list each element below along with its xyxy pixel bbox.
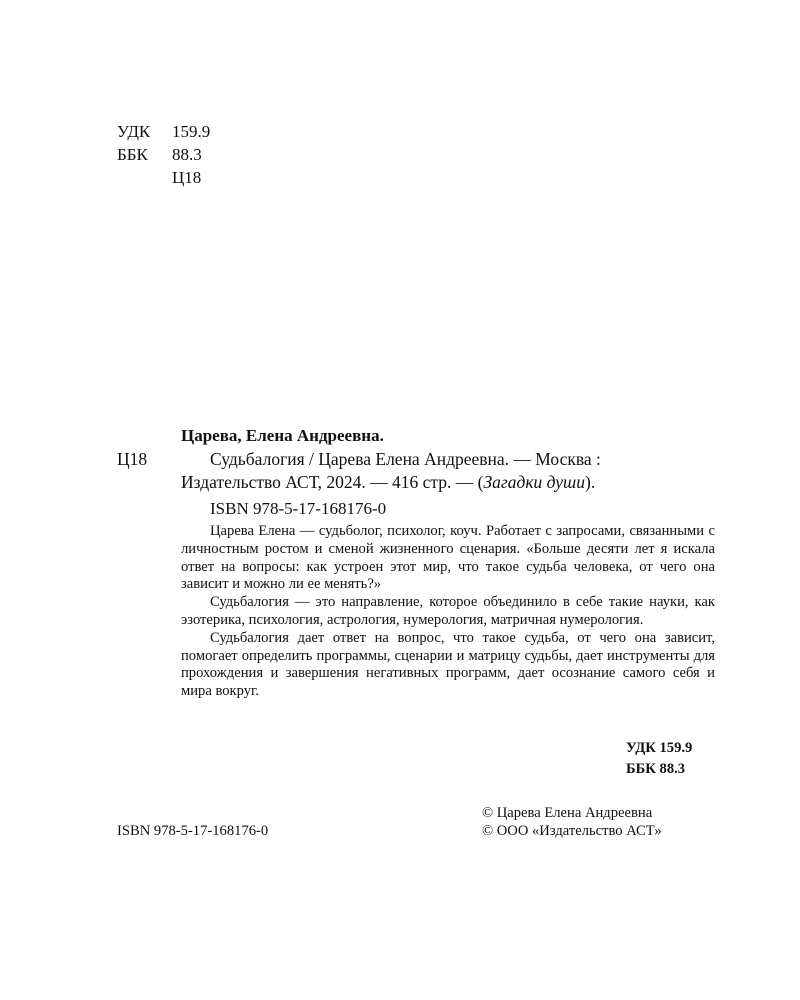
bbk-bottom: ББК 88.3 [626,761,686,777]
card-isbn: ISBN 978-5-17-168176-0 [210,499,387,518]
imprint-suffix: ). [585,472,596,492]
abstract-paragraph: Царева Елена — судьболог, психолог, коуч. Работает с запросами, связанными с личностным ростом и сменой жизненного сценария. «Больше десяти лет я искала ответ на вопросы: как устроен этот мир, что такое судьба человека, от чего она зависит и можно ли ее менять?» [181,523,715,593]
abstract-paragraph: Судьбалогия дает ответ на вопрос, что такое судьба, от чего она зависит, помогает определить программы, сценарии и матрицу судьбы, дает инструменты для прохождения и завершения негативных программ, дает осознание самого себя и мира вокруг. [181,629,715,700]
udk-label: УДК [117,122,151,141]
card-title-line: Судьбалогия / Царева Елена Андреевна. — Москва : [210,449,601,469]
udk-bottom: УДК 159.9 [626,740,693,756]
abstract [181,523,715,701]
bbk-label: ББК [117,145,148,164]
card-author: Царева, Елена Андреевна. [181,426,384,445]
card-imprint [181,472,595,493]
author-sign-top: Ц18 [172,168,202,187]
footer-isbn: ISBN 978-5-17-168176-0 [117,823,269,839]
card-author-sign: Ц18 [117,449,148,469]
copyright-publisher: © ООО «Издательство АСТ» [482,823,662,839]
series-name: Загадки души [483,472,585,492]
imprint-prefix: Издательство АСТ, 2024. — 416 стр. — ( [181,472,484,492]
udk-value: 159.9 [172,122,211,141]
udk-top [117,120,210,144]
abstract-paragraph: Судьбалогия — это направление, которое объединило в себе такие науки, как эзотерика, психология, астрология, нумерология, матричная нумерология. [181,594,715,628]
bbk-top [117,143,202,167]
copyright-author: © Царева Елена Андреевна [482,805,653,821]
bbk-value: 88.3 [172,145,202,164]
